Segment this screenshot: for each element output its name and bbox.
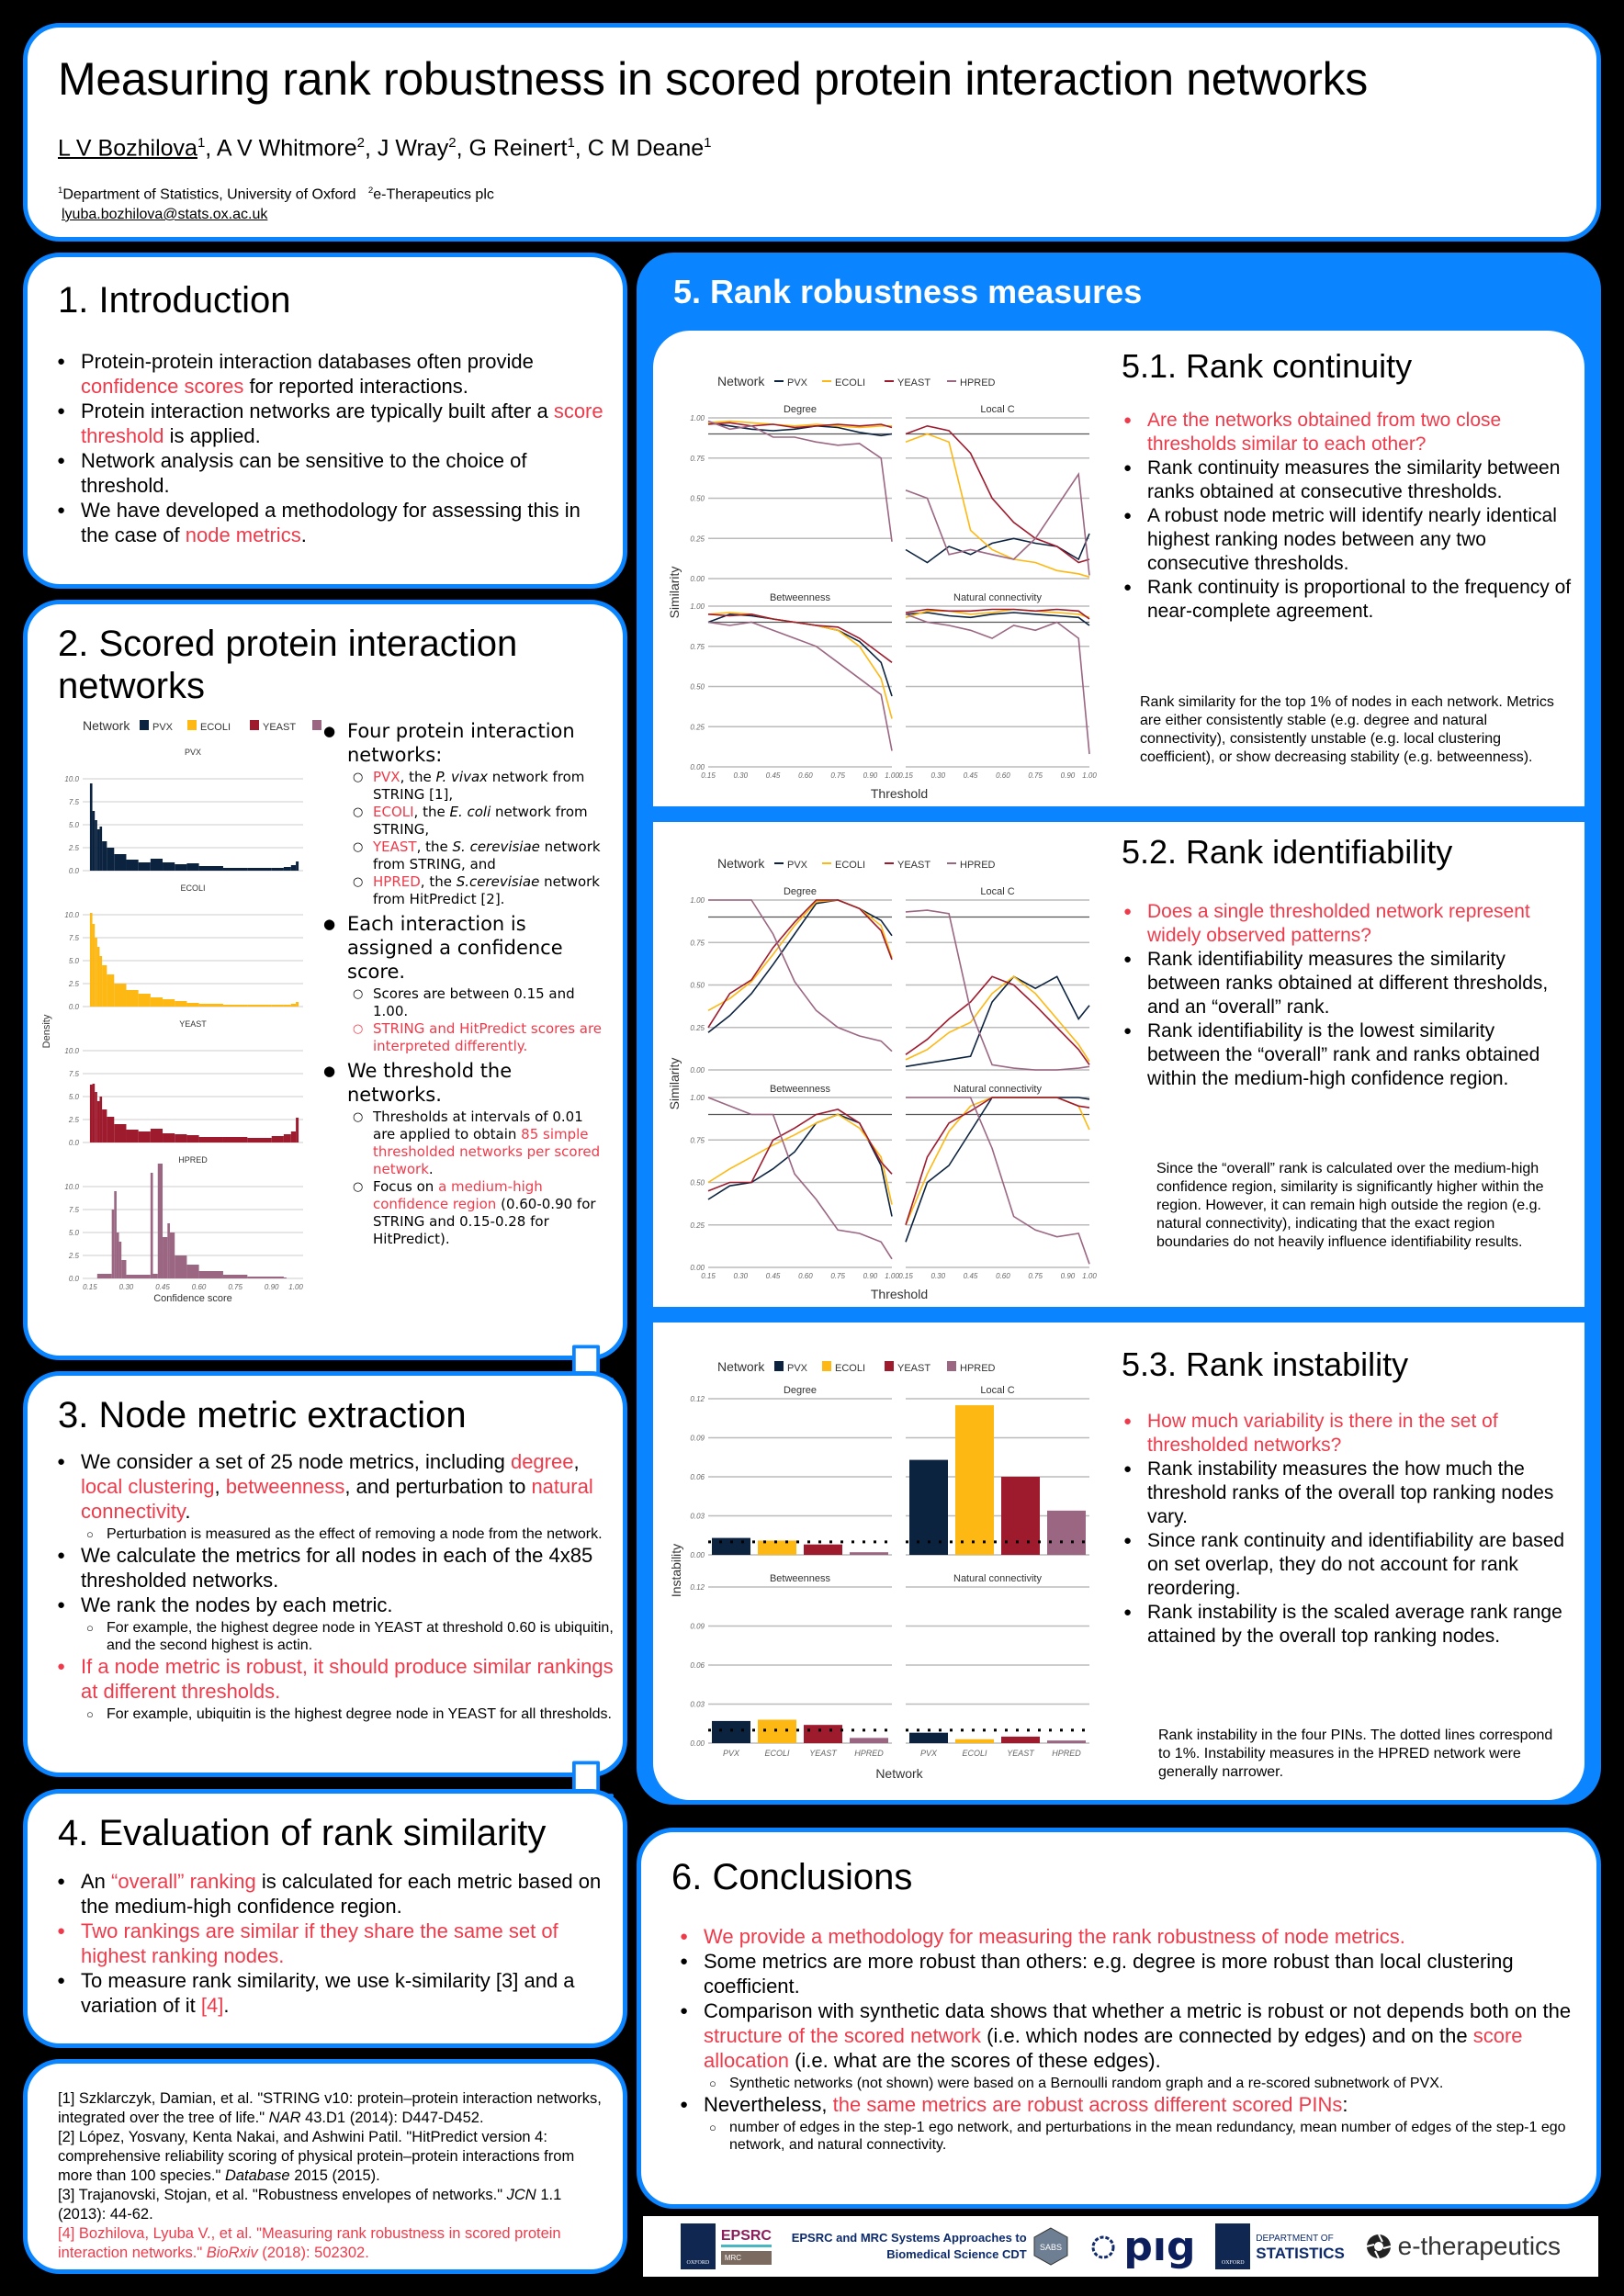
- svg-text:0.09: 0.09: [690, 1434, 705, 1443]
- subsection-title: 5.1. Rank continuity: [1122, 347, 1413, 385]
- svg-text:0.75: 0.75: [690, 939, 705, 948]
- svg-text:2.5: 2.5: [68, 844, 79, 852]
- poster-title: Measuring rank robustness in scored protein interaction networks: [58, 53, 1368, 105]
- panel-rank-identifiability: [653, 822, 1585, 1307]
- protein-ring-icon: [1088, 2225, 1118, 2268]
- svg-text:0.45: 0.45: [155, 1283, 170, 1291]
- svg-text:0.50: 0.50: [690, 494, 705, 503]
- bullet: ● Since rank continuity and identifiability are based on set overlap, they do not account for rank reordering.: [1122, 1529, 1572, 1601]
- section-title: 2. Scored protein interaction networks: [58, 624, 518, 706]
- bullet: ● Network analysis can be sensitive to the choice of threshold.: [55, 448, 606, 498]
- svg-text:Similarity: Similarity: [667, 566, 682, 619]
- svg-text:0.00: 0.00: [690, 763, 705, 771]
- reference-item: [4] Bozhilova, Lyuba V., et al. "Measuring rank robustness in scored protein interaction networks." BioRxiv (2018): 502302.: [58, 2225, 561, 2261]
- svg-text:0.50: 0.50: [690, 1178, 705, 1187]
- oxford-crest-icon: OXFORD: [681, 2223, 716, 2269]
- svg-text:1.00: 1.00: [885, 771, 899, 780]
- rank-continuity-chart: [662, 349, 1122, 799]
- figure-caption: Rank similarity for the top 1% of nodes in each network. Metrics are either consistently stable (e.g. degree and natural connectivity), consistently unstable (e.g. local clustering coefficient), or show decreasing stability (e.g. betweenness).: [1140, 694, 1554, 765]
- svg-text:ECOLI: ECOLI: [180, 884, 206, 893]
- svg-text:Local C: Local C: [980, 404, 1015, 415]
- svg-text:0.45: 0.45: [765, 771, 781, 780]
- svg-text:0.75: 0.75: [1028, 771, 1043, 780]
- svg-text:5.0: 5.0: [68, 1093, 79, 1101]
- svg-text:0.30: 0.30: [930, 771, 946, 780]
- svg-text:Local C: Local C: [980, 886, 1015, 897]
- svg-text:Degree: Degree: [783, 1385, 818, 1396]
- section-evaluation: [23, 1789, 627, 2048]
- bullet: ● A robust node metric will identify nearly identical highest ranking nodes between any two consecutive thresholds.: [1122, 504, 1572, 576]
- svg-text:1.00: 1.00: [288, 1283, 303, 1291]
- svg-text:0.45: 0.45: [963, 1272, 978, 1280]
- email-link[interactable]: lyuba.bozhilova@stats.ox.ac.uk: [62, 207, 268, 222]
- section-title: 3. Node metric extraction: [58, 1395, 467, 1435]
- question: ● Are the networks obtained from two close thresholds similar to each other?: [1122, 409, 1572, 456]
- sponsor-logos: [643, 2216, 1598, 2277]
- svg-text:0.09: 0.09: [690, 1622, 705, 1631]
- svg-text:0.30: 0.30: [118, 1283, 134, 1291]
- svg-text:PVX: PVX: [919, 1749, 938, 1758]
- svg-text:PVX: PVX: [787, 1363, 808, 1374]
- svg-text:10.0: 10.0: [64, 911, 79, 919]
- svg-text:1.00: 1.00: [690, 1094, 705, 1102]
- reference-item: [3] Trajanovski, Stojan, et al. "Robustness envelopes of networks." JCN 1.1 (2013): 44-62.: [58, 2187, 562, 2223]
- svg-text:HPRED: HPRED: [960, 1363, 996, 1374]
- svg-text:Local C: Local C: [980, 1385, 1015, 1396]
- svg-text:ECOLI: ECOLI: [200, 722, 231, 733]
- svg-text:Betweenness: Betweenness: [769, 1084, 831, 1095]
- svg-text:0.00: 0.00: [690, 1264, 705, 1272]
- bullet: ● We rank the nodes by each metric. ○ For example, the highest degree node in YEAST at threshold 0.60 is ubiquitin, and the second highest is actin.: [55, 1593, 615, 1654]
- bullet: ● Two rankings are similar if they share the same set of highest ranking nodes.: [55, 1919, 606, 1968]
- svg-text:7.5: 7.5: [68, 1206, 79, 1214]
- svg-text:Network: Network: [717, 856, 765, 871]
- svg-text:0.90: 0.90: [1060, 1272, 1076, 1280]
- svg-text:YEAST: YEAST: [809, 1749, 837, 1758]
- svg-text:0.03: 0.03: [690, 1512, 705, 1521]
- svg-text:0.12: 0.12: [690, 1395, 705, 1403]
- svg-text:0.0: 0.0: [68, 1139, 79, 1147]
- svg-text:0.00: 0.00: [690, 1739, 705, 1748]
- svg-text:YEAST: YEAST: [1007, 1749, 1034, 1758]
- question: ● Does a single thresholded network represent widely observed patterns?: [1122, 900, 1572, 948]
- conclusion-bullets: [678, 1924, 1578, 2154]
- reference-item: [2] López, Yosvany, Kenta Nakai, and Ashwini Patil. "HitPredict version 4: comprehensive reliability scoring of physical protein–protein interactions from more than 100 species." Database 2015 (2015).: [58, 2129, 575, 2184]
- bullet: ● Rank continuity is proportional to the frequency of near-complete agreement.: [1122, 576, 1572, 624]
- svg-text:PVX: PVX: [787, 377, 808, 388]
- bullet: ● Some metrics are more robust than others: e.g. degree is more robust than local clustering coefficient.: [678, 1949, 1578, 1998]
- svg-text:0.75: 0.75: [690, 454, 705, 463]
- svg-text:Betweenness: Betweenness: [769, 592, 831, 603]
- svg-text:0.15: 0.15: [701, 771, 716, 780]
- section-scored-networks: [23, 600, 627, 1360]
- metrics-bullets: [55, 1449, 615, 1723]
- bullet: ● Each interaction is assigned a confidence score. ○ Scores are between 0.15 and 1.00. ○ STRING and HitPredict scores are interpreted differently.: [321, 912, 606, 1055]
- svg-text:Natural connectivity: Natural connectivity: [953, 592, 1042, 603]
- bullet: ● To measure rank similarity, we use k-similarity [3] and a variation of it [4].: [55, 1968, 606, 2018]
- intro-bullets: [55, 349, 606, 547]
- svg-text:0.25: 0.25: [690, 1221, 705, 1230]
- svg-text:Network: Network: [875, 1766, 923, 1781]
- bullet: ● Rank instability is the scaled average rank range attained by the overall top ranking nodes.: [1122, 1601, 1572, 1649]
- svg-text:Threshold: Threshold: [870, 786, 929, 799]
- svg-text:0.60: 0.60: [798, 771, 813, 780]
- svg-text:2.5: 2.5: [68, 1116, 79, 1124]
- svg-text:ECOLI: ECOLI: [835, 860, 866, 871]
- svg-text:0.00: 0.00: [690, 1066, 705, 1075]
- svg-text:0.0: 0.0: [68, 1003, 79, 1011]
- svg-text:0.06: 0.06: [690, 1473, 705, 1481]
- svg-text:ECOLI: ECOLI: [835, 1363, 866, 1374]
- svg-text:7.5: 7.5: [68, 934, 79, 942]
- svg-text:0.50: 0.50: [690, 682, 705, 692]
- author: A V Whitmore: [216, 135, 357, 162]
- bullet: ● We calculate the metrics for all nodes in each of the 4x85 thresholded networks.: [55, 1543, 615, 1593]
- svg-text:10.0: 10.0: [64, 1183, 79, 1191]
- svg-text:0.60: 0.60: [996, 771, 1010, 780]
- section-references: [23, 2059, 627, 2274]
- bullet: ● Protein-protein interaction databases often provide confidence scores for reported interactions.: [55, 349, 606, 399]
- evaluation-bullets: [55, 1869, 606, 2018]
- bullet: ● If a node metric is robust, it should produce similar rankings at different thresholds. ○ For example, ubiquitin is the highest degree node in YEAST for all thresholds.: [55, 1654, 615, 1723]
- bullet: ● Rank identifiability is the lowest similarity between the “overall” rank and ranks obtained within the medium-high confidence region.: [1122, 1019, 1572, 1091]
- svg-text:0.12: 0.12: [690, 1583, 705, 1592]
- svg-text:SABS: SABS: [1039, 2243, 1062, 2252]
- section-title: 6. Conclusions: [671, 1857, 913, 1897]
- svg-text:Degree: Degree: [783, 886, 818, 897]
- section-introduction: [23, 253, 627, 589]
- svg-text:HPRED: HPRED: [854, 1749, 884, 1758]
- svg-text:0.45: 0.45: [963, 771, 978, 780]
- svg-text:YEAST: YEAST: [897, 1363, 931, 1374]
- svg-text:1.00: 1.00: [690, 602, 705, 611]
- svg-text:2.5: 2.5: [68, 980, 79, 988]
- svg-text:0.30: 0.30: [733, 1272, 749, 1280]
- author: G Reinert: [468, 135, 568, 162]
- bullet: ● Four protein interaction networks: ○ PVX, the P. vivax network from STRING [1], ○ ECOLI, the E. coli network from STRING, ○ YEAST, the S. cerevisiae network from STRING, and ○ HPRED, the S.cerevisiae network from HitPredict [2].: [321, 719, 606, 908]
- svg-text:0.75: 0.75: [690, 642, 705, 651]
- svg-text:0.0: 0.0: [68, 1275, 79, 1283]
- author-presenter: L V Bozhilova: [58, 135, 197, 162]
- bullet: ● Nevertheless, the same metrics are robust across different scored PINs: ○ number of edges in the step-1 ego network, and perturbations in the mean redundancy, mean number of edges of the step-1 ego network, and natural connectivity.: [678, 2092, 1578, 2154]
- figure-caption: Rank instability in the four PINs. The dotted lines correspond to 1%. Instability measures in the HPRED network were generally narrower.: [1158, 1728, 1553, 1780]
- panel-rank-continuity: [653, 331, 1585, 806]
- bullet: ● We provide a methodology for measuring the rank robustness of node metrics.: [678, 1924, 1578, 1949]
- svg-text:10.0: 10.0: [64, 775, 79, 783]
- reference-list: [58, 2089, 609, 2263]
- svg-text:0.45: 0.45: [765, 1272, 781, 1280]
- question: ● How much variability is there in the set of thresholded networks?: [1122, 1410, 1572, 1458]
- svg-text:Density: Density: [41, 1014, 52, 1049]
- svg-text:0.15: 0.15: [898, 1272, 913, 1280]
- panel-rank-instability: [653, 1322, 1585, 1800]
- aperture-icon: [1365, 2233, 1393, 2260]
- bullet: ● Protein interaction networks are typically built after a score threshold is applied.: [55, 399, 606, 448]
- rank-instability-chart: [662, 1336, 1122, 1795]
- svg-text:Network: Network: [83, 719, 130, 733]
- svg-text:HPRED: HPRED: [178, 1155, 208, 1165]
- oxford-crest-icon: OXFORD: [1215, 2223, 1250, 2269]
- svg-text:YEAST: YEAST: [897, 377, 931, 388]
- svg-text:2.5: 2.5: [68, 1252, 79, 1260]
- svg-text:ECOLI: ECOLI: [835, 377, 866, 388]
- logo-e-therapeutics: e-therapeutics: [1365, 2232, 1561, 2261]
- svg-text:0.50: 0.50: [690, 981, 705, 990]
- svg-text:Network: Network: [717, 1359, 765, 1374]
- svg-text:0.90: 0.90: [1060, 771, 1076, 780]
- section-title: 1. Introduction: [58, 280, 291, 321]
- svg-text:0.0: 0.0: [68, 867, 79, 875]
- svg-text:PVX: PVX: [722, 1749, 740, 1758]
- svg-text:Similarity: Similarity: [667, 1057, 682, 1110]
- svg-text:5.0: 5.0: [68, 957, 79, 965]
- bullet: ● Rank continuity measures the similarity between ranks obtained at consecutive thresholds.: [1122, 456, 1572, 504]
- svg-text:0.60: 0.60: [798, 1272, 813, 1280]
- svg-text:Network: Network: [717, 374, 765, 388]
- svg-text:10.0: 10.0: [64, 1047, 79, 1055]
- bullet: ● We consider a set of 25 node metrics, including degree, local clustering, betweenness, and perturbation to natural connectivity. ○ Perturbation is measured as the effect of removing a node from the network.: [55, 1449, 615, 1543]
- svg-text:PVX: PVX: [787, 860, 808, 871]
- svg-text:Threshold: Threshold: [870, 1287, 929, 1300]
- score-density-histogram: [37, 719, 321, 1344]
- svg-text:ECOLI: ECOLI: [764, 1749, 790, 1758]
- bullet: ● Rank identifiability measures the similarity between ranks obtained at different thresholds, and an “overall” rank.: [1122, 948, 1572, 1019]
- logo-sabs-cdt: EPSRC and MRC Systems Approaches to Biomedical Science CDT SABS: [792, 2226, 1069, 2267]
- svg-text:0.00: 0.00: [690, 1551, 705, 1559]
- svg-text:HPRED: HPRED: [1052, 1749, 1081, 1758]
- svg-text:5.0: 5.0: [68, 1229, 79, 1237]
- svg-text:7.5: 7.5: [68, 1070, 79, 1078]
- section-title: 5. Rank robustness measures: [673, 273, 1143, 310]
- svg-text:1.00: 1.00: [1082, 771, 1097, 780]
- svg-text:0.75: 0.75: [830, 771, 845, 780]
- section-rank-robustness: [637, 253, 1601, 1805]
- svg-text:0.25: 0.25: [690, 1023, 705, 1032]
- bullet: ● Rank instability measures the how much the threshold ranks of the overall top ranking nodes vary.: [1122, 1458, 1572, 1529]
- svg-text:Betweenness: Betweenness: [769, 1573, 831, 1584]
- svg-text:0.15: 0.15: [83, 1283, 97, 1291]
- svg-text:1.00: 1.00: [1082, 1272, 1097, 1280]
- logo-oxford-statistics: OXFORD DEPARTMENT OF STATISTICS: [1215, 2223, 1345, 2269]
- svg-text:1.00: 1.00: [690, 896, 705, 905]
- svg-text:HPRED: HPRED: [960, 377, 996, 388]
- subsection-title: 5.2. Rank identifiability: [1122, 833, 1453, 871]
- bullet: ● Comparison with synthetic data shows that whether a metric is robust or not depends both on the structure of the scored network (i.e. which nodes are connected by edges) and on the score allocation (i.e. what are the scores of these edges). ○ Synthetic networks (not shown) were based on a Bernoulli random graph and a re-scored subnetwork of PVX.: [678, 1998, 1578, 2092]
- svg-text:0.75: 0.75: [830, 1272, 845, 1280]
- figure-caption: Since the “overall” rank is calculated over the medium-high confidence region, similarity is significantly higher within the region. However, it can remain high outside the region (e.g. natural connectivity), indicating that the exact region boundaries do not heavily influence identifiability results.: [1156, 1161, 1544, 1250]
- svg-text:1.00: 1.00: [885, 1272, 899, 1280]
- svg-text:0.03: 0.03: [690, 1700, 705, 1709]
- svg-text:Confidence score: Confidence score: [153, 1293, 232, 1304]
- rank-identifiability-chart: [662, 831, 1122, 1300]
- svg-text:0.30: 0.30: [733, 771, 749, 780]
- svg-text:5.0: 5.0: [68, 821, 79, 829]
- svg-text:0.25: 0.25: [690, 535, 705, 544]
- svg-text:0.30: 0.30: [930, 1272, 946, 1280]
- svg-text:PVX: PVX: [152, 722, 174, 733]
- svg-text:Natural connectivity: Natural connectivity: [953, 1573, 1042, 1584]
- svg-text:0.00: 0.00: [690, 575, 705, 583]
- svg-text:0.06: 0.06: [690, 1661, 705, 1670]
- reference-item: [1] Szklarczyk, Damian, et al. "STRING v10: protein–protein interaction networks, integrated over the tree of life." NAR 43.D1 (2014): D447-D452.: [58, 2090, 602, 2126]
- bullet: ● We threshold the networks. ○ Thresholds at intervals of 0.01 are applied to obtain 85 simple thresholded networks per scored network. ○ Focus on a medium-high confidence region (0.60-0.90 for STRING and 0.15-0.28 for HitPredict).: [321, 1059, 606, 1248]
- svg-text:PVX: PVX: [184, 748, 202, 757]
- section-title: 4. Evaluation of rank similarity: [58, 1813, 547, 1853]
- authors: L V Bozhilova$^1$, A V Whitmore$^2$, J Wray$^2$, G Reinert$^1$, C M Deane$^1$: [58, 135, 712, 162]
- svg-text:0.15: 0.15: [701, 1272, 716, 1280]
- header-box: [23, 23, 1601, 242]
- logo-opig: pıg: [1088, 2223, 1195, 2270]
- svg-text:7.5: 7.5: [68, 798, 79, 806]
- bullet: ● We have developed a methodology for assessing this in the case of node metrics.: [55, 498, 606, 547]
- svg-text:0.90: 0.90: [264, 1283, 279, 1291]
- svg-text:ECOLI: ECOLI: [962, 1749, 987, 1758]
- svg-text:0.60: 0.60: [191, 1283, 207, 1291]
- svg-text:0.60: 0.60: [996, 1272, 1010, 1280]
- svg-text:Instability: Instability: [669, 1543, 683, 1598]
- affiliations: $^1$Department of Statistics, University of Oxford $^2$e-Therapeutics plc: [58, 186, 494, 203]
- svg-text:YEAST: YEAST: [263, 722, 297, 733]
- svg-text:0.90: 0.90: [863, 1272, 878, 1280]
- bullet: ● An “overall” ranking is calculated for each metric based on the medium-high confidence region.: [55, 1869, 606, 1919]
- svg-text:YEAST: YEAST: [897, 860, 931, 871]
- sabs-hexagon-icon: [1032, 2226, 1069, 2267]
- svg-text:0.75: 0.75: [1028, 1272, 1043, 1280]
- subsection-title: 5.3. Rank instability: [1122, 1345, 1409, 1383]
- section-node-metrics: [23, 1371, 627, 1777]
- svg-text:0.75: 0.75: [690, 1136, 705, 1145]
- networks-text: [321, 719, 606, 1248]
- svg-text:1.00: 1.00: [690, 414, 705, 422]
- author: C M Deane: [587, 135, 705, 162]
- svg-text:Natural connectivity: Natural connectivity: [953, 1084, 1042, 1095]
- svg-text:0.90: 0.90: [863, 771, 878, 780]
- svg-text:0.75: 0.75: [228, 1283, 242, 1291]
- svg-text:0.25: 0.25: [690, 723, 705, 732]
- section-conclusions: [637, 1828, 1601, 2209]
- author: J Wray: [377, 135, 449, 162]
- logo-oxford-epsrc-mrc: OXFORD EPSRC MRC: [681, 2223, 772, 2269]
- svg-text:Degree: Degree: [783, 404, 818, 415]
- svg-text:0.15: 0.15: [898, 771, 913, 780]
- svg-text:YEAST: YEAST: [179, 1019, 207, 1029]
- svg-text:HPRED: HPRED: [960, 860, 996, 871]
